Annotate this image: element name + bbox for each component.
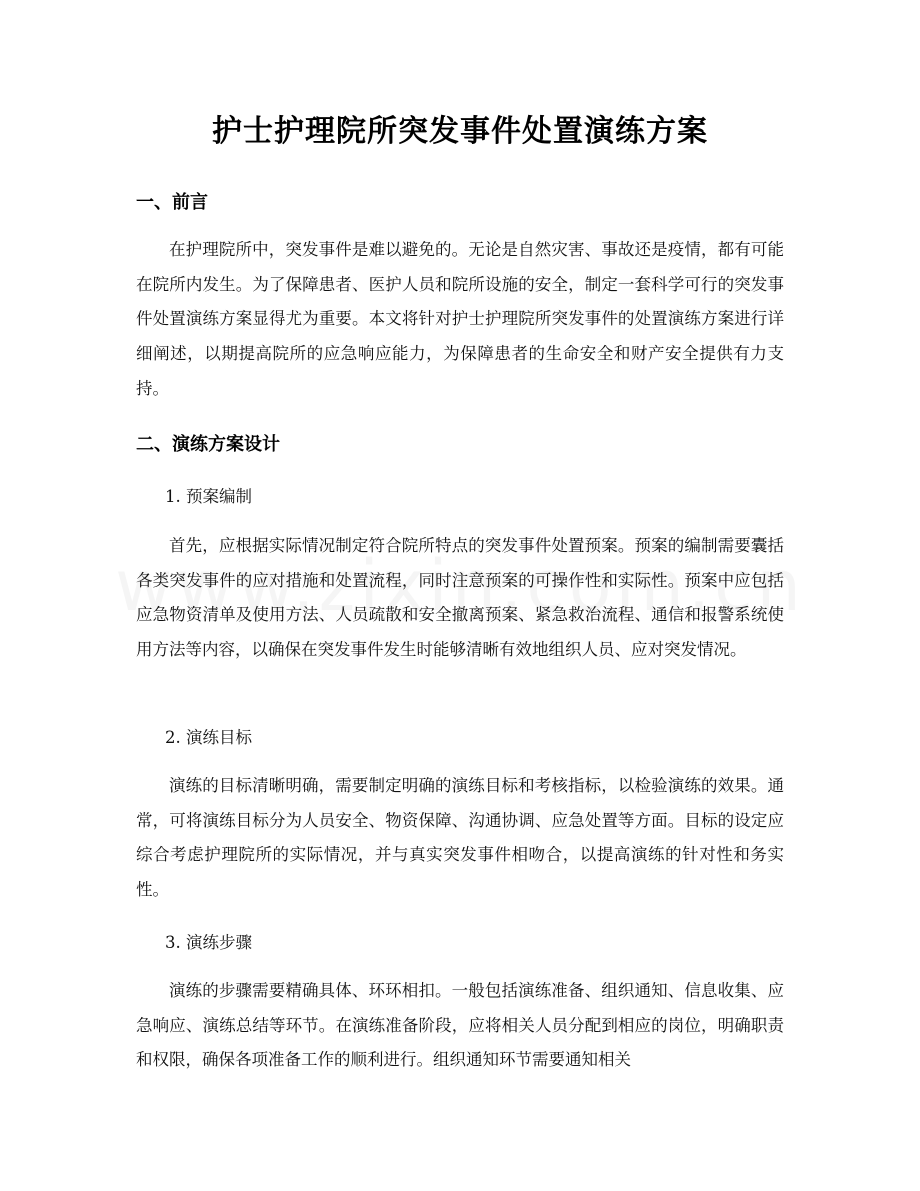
section-heading-design: 二、演练方案设计	[136, 434, 280, 455]
plan-paragraph: 首先，应根据实际情况制定符合院所特点的突发事件处置预案。预案的编制需要囊括各类突发事件的应对措施和处置流程，同时注意预案的可操作性和实际性。预案中应包括应急物资清单及使用方法、人员疏散和安全撤离预案、紧急救治流程、通信和报警系统使用方法等内容，以确保在突发事件发生时能够清晰有效地组织人员、应对突发情况。	[136, 536, 784, 660]
subsection-heading-plan: 1. 预案编制	[165, 487, 252, 506]
section-heading-preface: 一、前言	[136, 192, 208, 213]
preface-paragraph: 在护理院所中，突发事件是难以避免的。无论是自然灾害、事故还是疫情，都有可能在院所内发生。为了保障患者、医护人员和院所设施的安全，制定一套科学可行的突发事件处置演练方案显得尤为重要。本文将针对护士护理院所突发事件的处置演练方案进行详细阐述，以期提高院所的应急响应能力，为保障患者的生命安全和财产安全提供有力支持。	[136, 240, 784, 398]
goals-paragraph: 演练的目标清晰明确，需要制定明确的演练目标和考核指标，以检验演练的效果。通常，可将演练目标分为人员安全、物资保障、沟通协调、应急处置等方面。目标的设定应综合考虑护理院所的实际情况，并与真实突发事件相吻合，以提高演练的针对性和务实性。	[136, 776, 784, 900]
document-title: 护士护理院所突发事件处置演练方案	[212, 114, 708, 149]
steps-paragraph: 演练的步骤需要精确具体、环环相扣。一般包括演练准备、组织通知、信息收集、应急响应、演练总结等环节。在演练准备阶段，应将相关人员分配到相应的岗位，明确职责和权限，确保各项准备工作的顺利进行。组织通知环节需要通知相关	[136, 981, 784, 1070]
subsection-heading-goals: 2. 演练目标	[165, 728, 252, 747]
subsection-heading-steps: 3. 演练步骤	[165, 933, 252, 952]
